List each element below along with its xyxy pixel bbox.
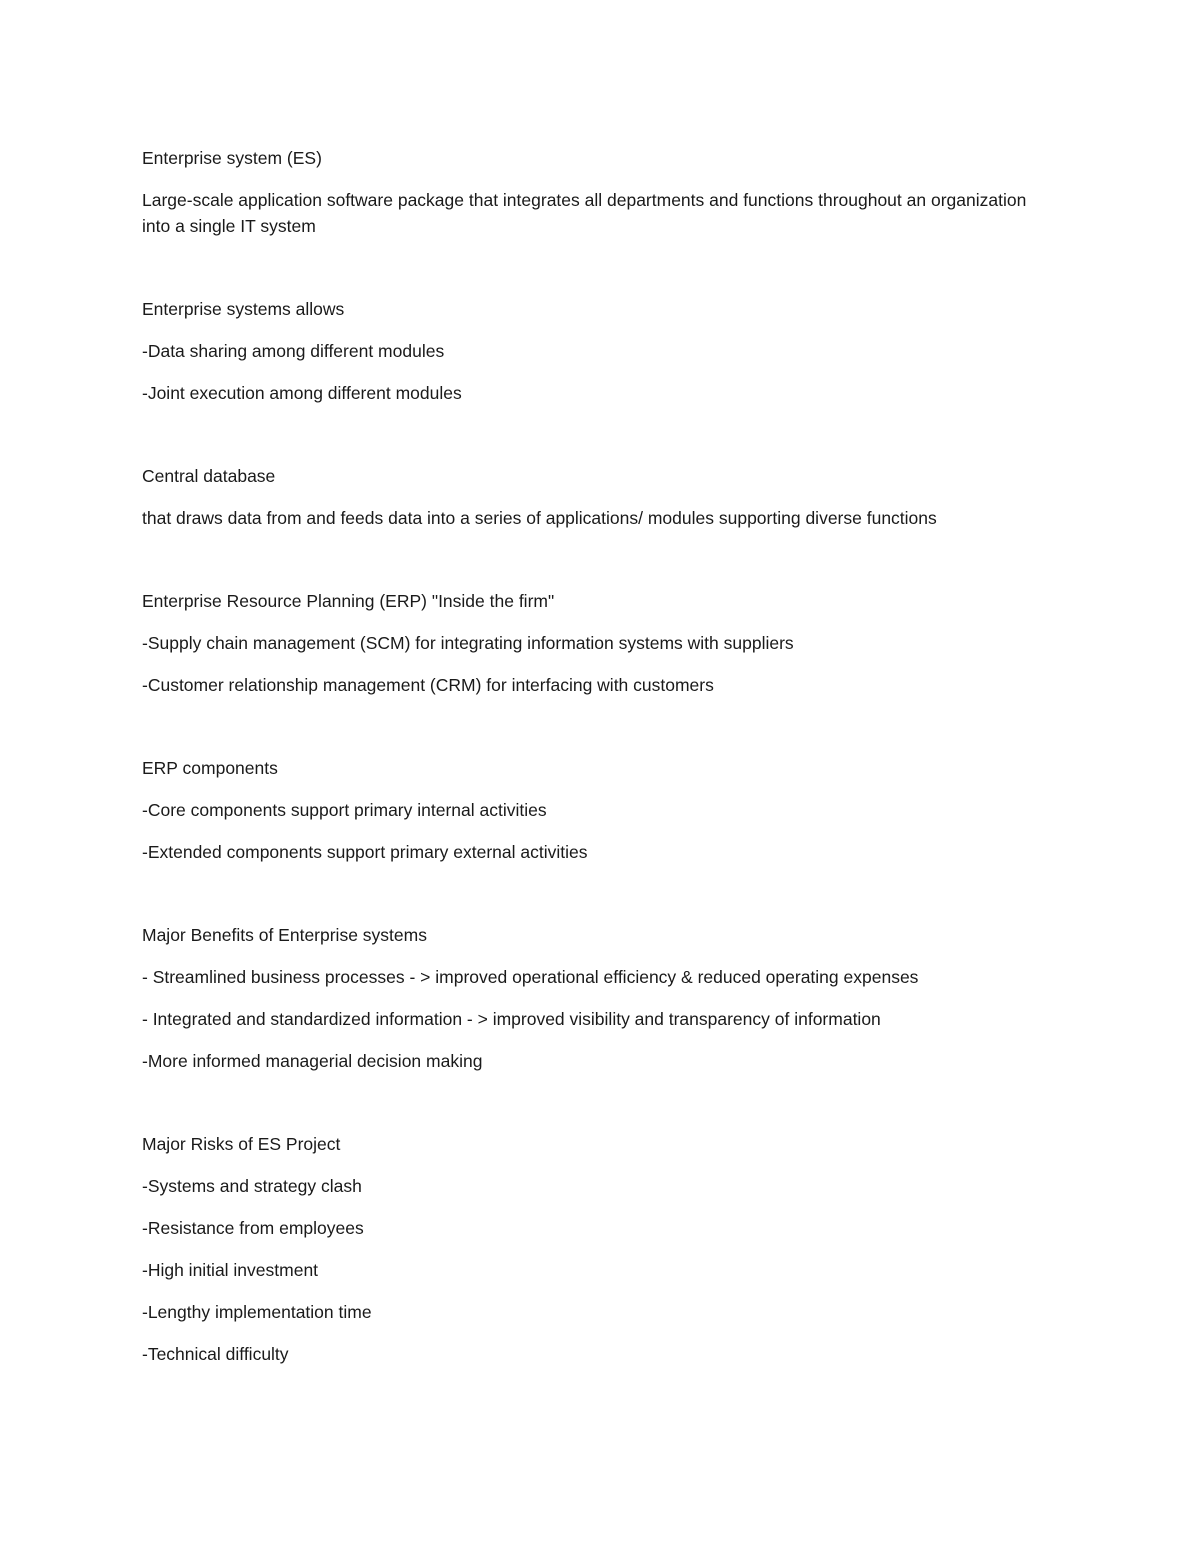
section-line: -Customer relationship management (CRM) for interfacing with customers (142, 675, 714, 695)
section-line: -Extended components support primary external activities (142, 842, 588, 862)
section-line: -Lengthy implementation time (142, 1302, 372, 1322)
section-heading: Enterprise systems allows (142, 299, 345, 319)
section-heading: Enterprise system (ES) (142, 148, 322, 168)
document-body (142, 145, 1052, 1424)
section-major-risks (142, 1131, 1052, 1367)
section-line: -Resistance from employees (142, 1218, 364, 1238)
section-line: - Integrated and standardized information - > improved visibility and transparency of information (142, 1009, 881, 1029)
section-line: -Supply chain management (SCM) for integrating information systems with suppliers (142, 633, 794, 653)
section-line: Large-scale application software package that integrates all departments and functions throughout an organization into a single IT system (142, 190, 1027, 236)
section-line: -Data sharing among different modules (142, 341, 445, 361)
section-line: -More informed managerial decision making (142, 1051, 483, 1071)
section-heading: Major Risks of ES Project (142, 1134, 341, 1154)
section-enterprise-systems-allows (142, 296, 1052, 406)
section-erp (142, 588, 1052, 698)
section-line: - Streamlined business processes - > improved operational efficiency & reduced operating expenses (142, 967, 919, 987)
section-line: -Core components support primary internal activities (142, 800, 547, 820)
section-line: -Joint execution among different modules (142, 383, 462, 403)
section-erp-components (142, 755, 1052, 865)
section-heading: Enterprise Resource Planning (ERP) "Inside the firm" (142, 591, 555, 611)
section-enterprise-system (142, 145, 1052, 239)
section-line: -Technical difficulty (142, 1344, 289, 1364)
section-heading: Central database (142, 466, 276, 486)
section-major-benefits (142, 922, 1052, 1074)
section-line: -Systems and strategy clash (142, 1176, 362, 1196)
section-line: that draws data from and feeds data into a series of applications/ modules supporting diverse functions (142, 508, 937, 528)
section-central-database (142, 463, 1052, 531)
section-heading: Major Benefits of Enterprise systems (142, 925, 427, 945)
section-line: -High initial investment (142, 1260, 319, 1280)
section-heading: ERP components (142, 758, 278, 778)
